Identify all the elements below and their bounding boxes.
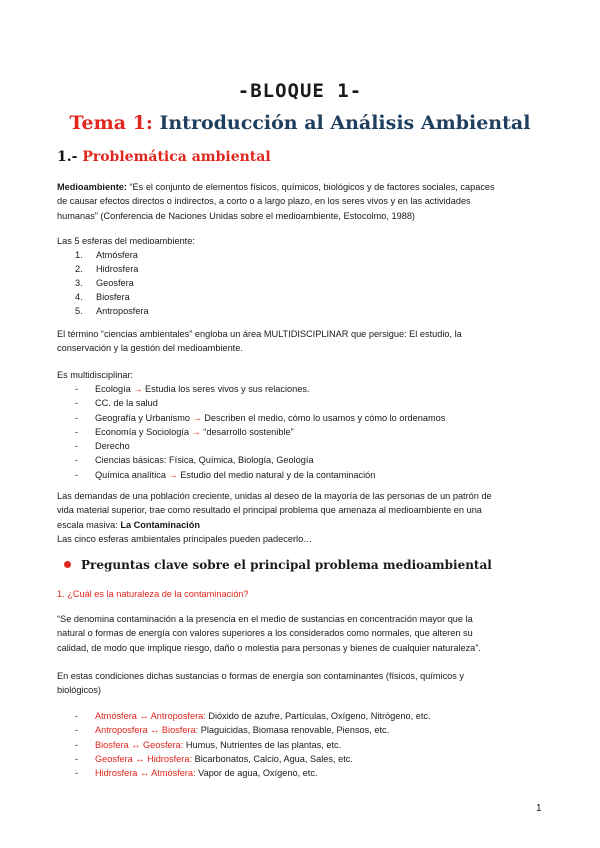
- list-item: - Ecología → Estudia los seres vivos y sus relaciones.: [75, 384, 310, 394]
- demandas-paragraph: Las demandas de una población creciente, unidas al deseo de la mayoría de las personas de un patrón de vida material superior, trae como resultado el principal problema que amenaza al medioambiente en una escala masiva: La Contaminación Las cinco esferas ambientales principales pueden padecerlo…: [57, 491, 492, 545]
- list-item: - Biosfera ↔ Geosfera: Humus, Nutrientes de las plantas, etc.: [75, 739, 342, 750]
- list-item: 1. Atmósfera: [75, 250, 138, 260]
- topic-title: [0, 112, 600, 134]
- list-item: 4. Biosfera: [75, 292, 130, 302]
- list-item: - Hidrosfera ↔ Atmósfera: Vapor de agua, Oxígeno, etc.: [75, 768, 318, 779]
- definition-term: Medioambiente:: [57, 182, 127, 192]
- list-item: - Geosfera ↔ Hidrosfera: Bicarbonatos, Calcio, Agua, Sales, etc.: [75, 753, 353, 764]
- list-item: - Economía y Sociología → “desarrollo sostenible”: [75, 426, 294, 437]
- ciencias-paragraph: El término “ciencias ambientales” engloba un área MULTIDISCIPLINAR que persigue: El estudio, la conservación y la gestión del medioambiente.: [57, 329, 462, 354]
- definition-line: “Es el conjunto de elementos físicos, químicos, biológicos y de factores sociales, capaces: [126, 182, 495, 192]
- list-item: - Ciencias básicas: Física, Química, Biología, Geología: [75, 455, 314, 466]
- conditions-paragraph: En estas condiciones dichas sustancias o formas de energía son contaminantes (físicos, químicos y biológicos): [57, 671, 465, 696]
- bullet-icon: [64, 561, 71, 568]
- definition-line: humanas” (Conferencia de Naciones Unidas sobre el medioambiente, Estocolmo, 1988): [57, 210, 415, 221]
- definition-line: de causar efectos directos o indirectos, a corto o a largo plazo, en los seres vivos y en las actividades: [57, 196, 471, 207]
- spheres-intro: Las 5 esferas del medioambiente:: [57, 236, 195, 246]
- page-number: 1: [536, 803, 542, 814]
- contaminacion-term: La Contaminación: [120, 519, 200, 530]
- list-item: - Atmósfera ↔ Antroposfera: Dióxido de azufre, Partículas, Oxígeno, Nitrógeno, etc.: [75, 711, 431, 721]
- list-item: - Antroposfera ↔ Biosfera: Plaguicidas, Biomasa renovable, Piensos, etc.: [75, 725, 390, 736]
- question-1-title: 1. ¿Cuál es la naturaleza de la contaminación?: [57, 589, 249, 599]
- topic-prefix: Tema 1:: [69, 112, 153, 134]
- list-item: 2. Hidrosfera: [75, 264, 139, 274]
- definition-paragraph: [57, 180, 537, 223]
- contamination-definition: “Se denomina contaminación a la presencia en el medio de sustancias en concentración mayor que la natural o formas de energía con valores superiores a los considerados como normales, que alteren su calidad, de modo que implique riesgo, daño o molestia para personas y bienes de cualquier naturaleza”.: [57, 614, 481, 653]
- section-heading: [57, 149, 271, 165]
- list-item: - Geografía y Urbanismo → Describen el medio, cómo lo usamos y cómo lo ordenamos: [75, 412, 446, 423]
- list-item: - CC. de la salud: [75, 398, 158, 409]
- key-questions-heading: Preguntas clave sobre el principal problema medioambiental: [64, 558, 492, 572]
- list-item: 5. Antroposfera: [75, 306, 149, 316]
- sphere-pairs-list: [75, 709, 431, 780]
- spheres-list: [75, 248, 149, 318]
- multi-intro: Es multidisciplinar:: [57, 370, 134, 380]
- section-title: Problemática ambiental: [82, 149, 271, 165]
- list-item: - Derecho: [75, 441, 130, 452]
- block-heading: -BLOQUE 1-: [237, 80, 363, 102]
- topic-title-text: Introducción al Análisis Ambiental: [159, 112, 531, 134]
- list-item: - Química analítica → Estudio del medio natural y de la contaminación: [75, 469, 376, 480]
- disciplines-list: [75, 382, 445, 482]
- list-item: 3. Geosfera: [75, 278, 134, 288]
- section-number: 1.-: [57, 149, 78, 165]
